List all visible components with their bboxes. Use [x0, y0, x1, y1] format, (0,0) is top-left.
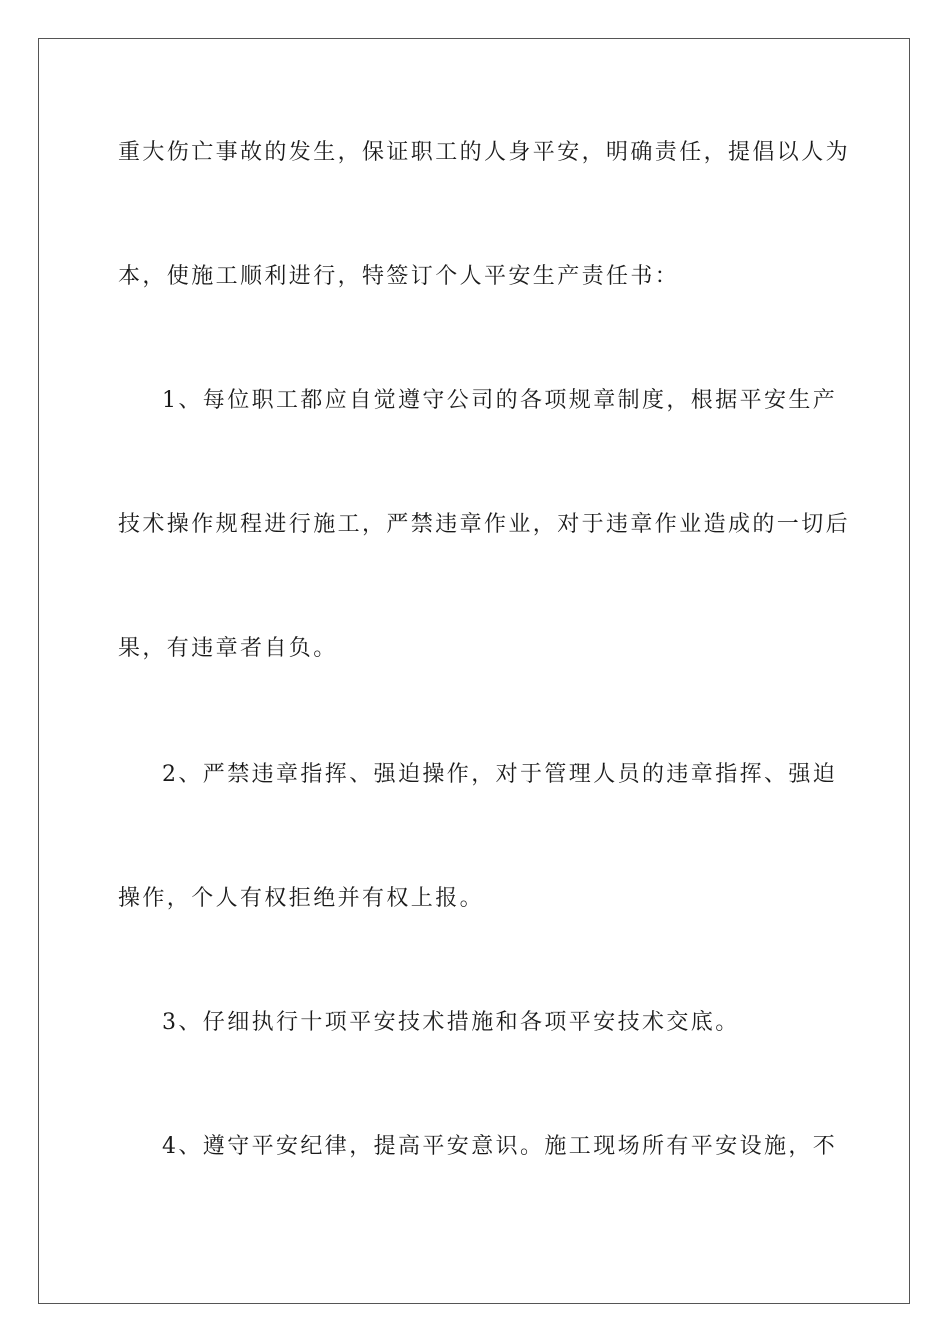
body-text-line: 本，使施工顺利进行，特签订个人平安生产责任书：: [118, 264, 680, 289]
clause-2-line: 2、严禁违章指挥、强迫操作，对于管理人员的违章指挥、强迫: [162, 762, 838, 787]
clause-1-line: 1、每位职工都应自觉遵守公司的各项规章制度，根据平安生产: [162, 388, 838, 413]
body-text-line: 重大伤亡事故的发生，保证职工的人身平安，明确责任，提倡以人为: [118, 140, 851, 165]
clause-2-continuation: 操作，个人有权拒绝并有权上报。: [118, 886, 485, 911]
clause-4-line: 4、遵守平安纪律，提高平安意识。施工现场所有平安设施，不: [162, 1134, 838, 1159]
clause-1-continuation: 技术操作规程进行施工，严禁违章作业，对于违章作业造成的一切后: [118, 512, 851, 537]
clause-3-line: 3、仔细执行十项平安技术措施和各项平安技术交底。: [162, 1010, 740, 1035]
page-border: [38, 38, 910, 1304]
clause-1-continuation: 果，有违章者自负。: [118, 636, 338, 661]
